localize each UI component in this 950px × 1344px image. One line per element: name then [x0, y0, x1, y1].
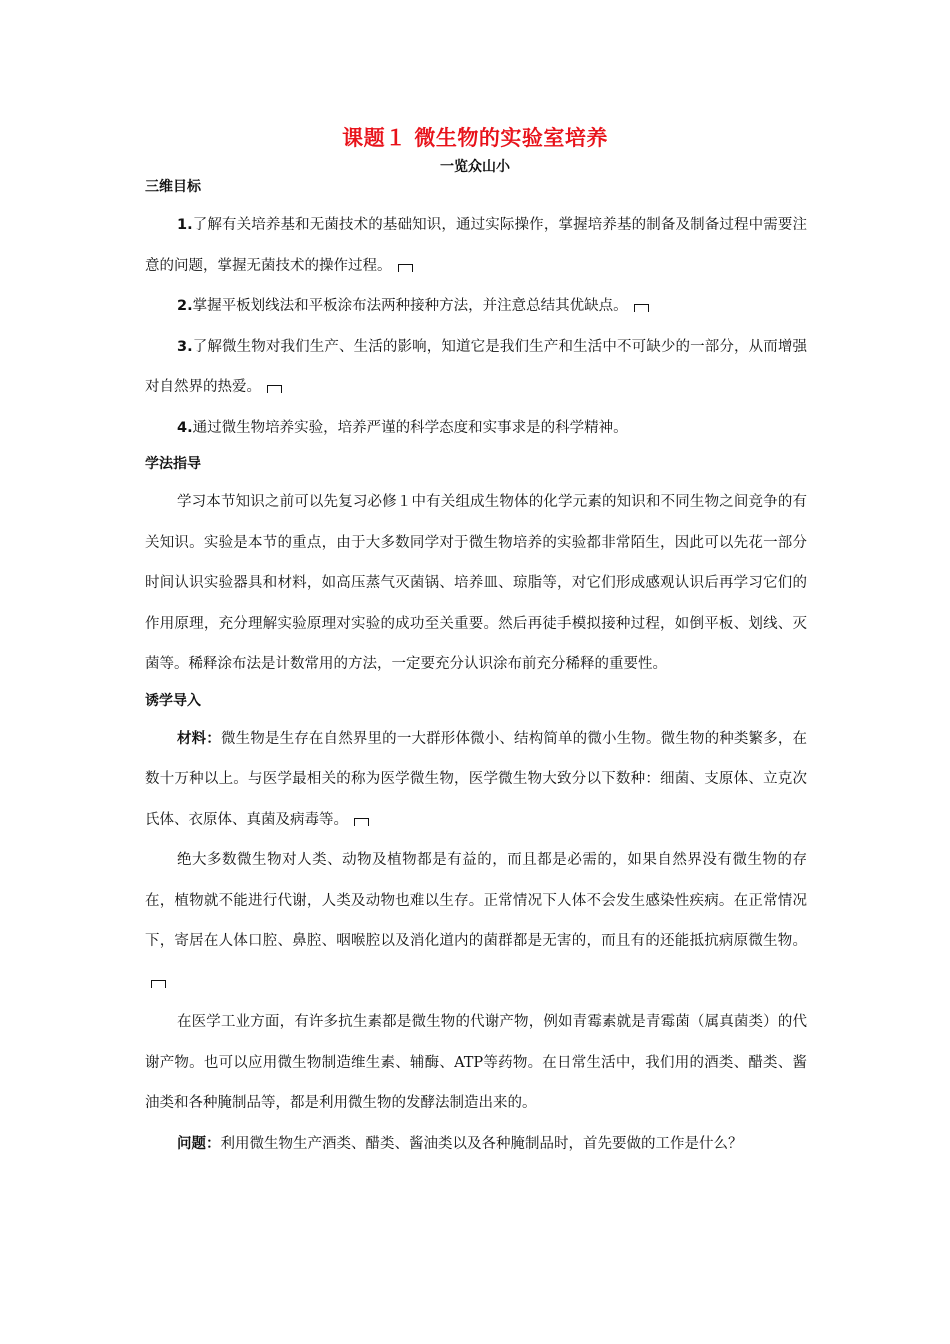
goal-item-3 [145, 327, 807, 408]
goal-item-1 [145, 205, 807, 286]
goal-item-2 [145, 286, 807, 327]
question-paragraph [145, 1124, 807, 1165]
page-subtitle: 一览众山小 [440, 159, 510, 175]
bracket-mark-icon [267, 385, 282, 393]
intro-paragraph-3: 在医学工业方面，有许多抗生素都是微生物的代谢产物，例如青霉素就是青霉菌（属真菌类）的代谢产物。也可以应用微生物制造维生素、辅酶、ATP等药物。在日常生活中，我们用的酒类、醋类、酱油类和各种腌制品等，都是利用微生物的发酵法制造出来的。 [145, 1014, 807, 1111]
goal-number: 3. [177, 338, 193, 355]
bracket-mark-icon [354, 818, 369, 826]
material-paragraph [145, 719, 807, 841]
goal-number: 4. [177, 419, 193, 436]
page-title: 课题１ 微生物的实验室培养 [342, 126, 608, 150]
document-body [145, 175, 807, 1164]
goal-text: 了解微生物对我们生产、生活的影响，知道它是我们生产和生活中不可缺少的一部分，从而增强对自然界的热爱。 [145, 338, 807, 395]
goal-text: 通过微生物培养实验，培养严谨的科学态度和实事求是的科学精神。 [192, 419, 628, 436]
goal-item-4 [145, 408, 807, 449]
question-text: 利用微生物生产酒类、醋类、酱油类以及各种腌制品时，首先要做的工作是什么？ [220, 1135, 743, 1152]
goal-text: 掌握平板划线法和平板涂布法两种接种方法，并注意总结其优缺点。 [192, 298, 628, 314]
method-paragraph: 学习本节知识之前可以先复习必修１中有关组成生物体的化学元素的知识和不同生物之间竞争的有关知识。实验是本节的重点，由于大多数同学对于微生物培养的实验都非常陌生，因此可以先花一部分时间认识实验器具和材料，如高压蒸气灭菌锅、培养皿、琼脂等，对它们形成感观认识后再学习它们的作用原理，充分理解实验原理对实验的成功至关重要。然后再徒手模拟接种过程，如倒平板、划线、灭菌等。稀释涂布法是计数常用的方法，一定要充分认识涂布前充分稀释的重要性。 [145, 494, 807, 672]
material-text: 微生物是生存在自然界里的一大群形体微小、结构简单的微小生物。微生物的种类繁多，在数十万种以上。与医学最相关的称为医学微生物，医学微生物大致分以下数种：细菌、支原体、立克次氏体、衣原体、真菌及病毒等。 [145, 730, 808, 828]
intro-paragraph-2-text: 绝大多数微生物对人类、动物及植物都是有益的，而且都是必需的，如果自然界没有微生物的存在，植物就不能进行代谢，人类及动物也难以生存。正常情况下人体不会发生感染性疾病。在正常情况下，寄居在人体口腔、鼻腔、咽喉腔以及消化道内的菌群都是无害的，而且有的还能抵抗病原微生物。 [145, 852, 807, 949]
material-label: 材料： [177, 730, 221, 747]
section-heading-intro: 诱学导入 [145, 692, 201, 709]
bracket-mark-icon [634, 304, 649, 312]
bracket-mark-icon [398, 264, 413, 272]
section-heading-method: 学法指导 [145, 456, 201, 472]
goal-number: 2. [177, 298, 193, 314]
section-heading-goals: 三维目标 [145, 179, 201, 195]
intro-paragraph-2 [145, 840, 807, 1002]
goal-number: 1. [177, 217, 193, 233]
bracket-mark-icon [151, 980, 166, 988]
question-label: 问题： [177, 1135, 221, 1152]
goal-text: 了解有关培养基和无菌技术的基础知识，通过实际操作，掌握培养基的制备及制备过程中需要注意的问题，掌握无菌技术的操作过程。 [145, 217, 807, 274]
